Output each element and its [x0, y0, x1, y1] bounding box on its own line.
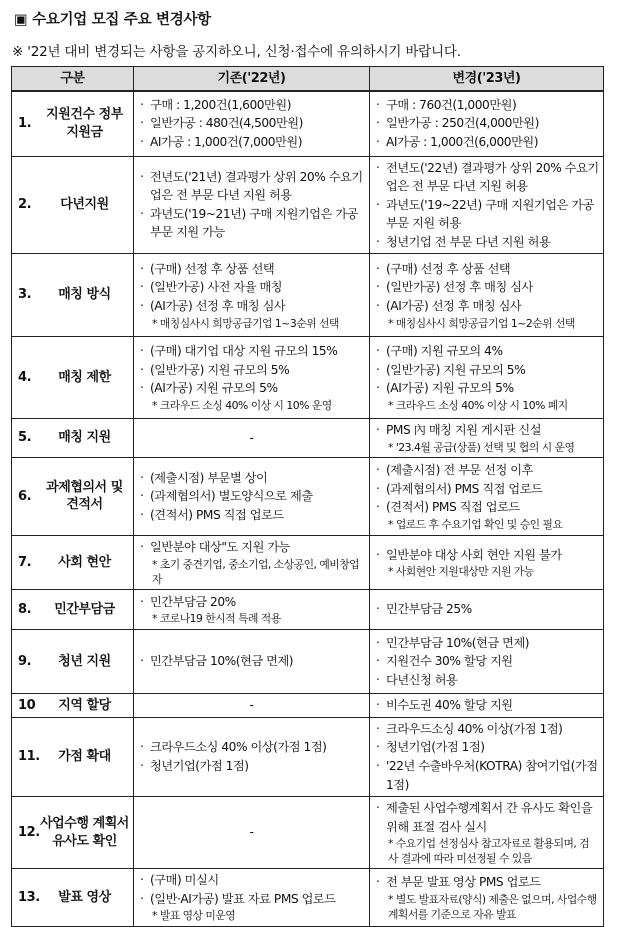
- table-row: [12, 419, 604, 458]
- bullet-item: ‧ 청년기업(가점 1점): [374, 738, 599, 757]
- row-number: 1.: [18, 115, 32, 131]
- cell-after: [370, 457, 604, 535]
- cell-before: [134, 91, 370, 156]
- row-number: 10: [18, 697, 36, 713]
- bullet-item: ‧ (과제협의서) PMS 직접 업로드: [374, 480, 599, 499]
- bullet-item: ‧ 청년기업 전 부문 다년 지원 허용: [374, 233, 599, 252]
- table-header-row: [12, 67, 604, 92]
- bullet-item: ‧ 민간부담금 25%: [374, 600, 599, 619]
- bullet-item: ‧ AI가공 : 1,000건(6,000만원): [374, 133, 599, 152]
- cell-before: [134, 156, 370, 254]
- cell-after: [370, 693, 604, 717]
- bullet-item: ‧ (구매) 미실시: [138, 871, 365, 890]
- table-row: [12, 91, 604, 156]
- bullet-item: ‧ (제출시점) 부문별 상이: [138, 469, 365, 488]
- bullet-item: ‧ (AI가공) 지원 규모의 5%: [374, 379, 599, 398]
- bullet-item: ‧ 민간부담금 10%(현금 면제): [138, 652, 365, 671]
- bullet-item: ‧ 비수도권 40% 할당 지원: [374, 696, 599, 715]
- header-after: 변경('23년): [370, 67, 604, 92]
- row-category: [12, 457, 134, 535]
- cell-after: [370, 797, 604, 869]
- row-number: 3.: [18, 287, 32, 303]
- row-number: 9.: [18, 653, 32, 669]
- row-category-label: 다년지원: [60, 197, 109, 213]
- cell-after: [370, 337, 604, 419]
- footnote-text: * 별도 발표자료(양식) 제출은 없으며, 사업수행계획서를 기준으로 자유 발표: [388, 892, 597, 921]
- cell-before: [134, 254, 370, 337]
- cell-before: [134, 589, 370, 629]
- cell-before: [134, 797, 370, 869]
- header-before: 기존('22년): [134, 67, 370, 92]
- bullet-item: ‧ 일반분야 대상"도 지원 가능: [138, 538, 365, 557]
- row-category: [12, 717, 134, 796]
- footnote-text: * 크라우드 소싱 40% 이상 시 10% 폐지: [388, 399, 568, 412]
- bullet-item: ‧ (구매) 선정 후 상품 선택: [374, 260, 599, 279]
- table-row: [12, 717, 604, 796]
- footnote-text: * 수요기업 선정심사 참고자료로 활용되며, 검사 결과에 따라 미선정될 수 있음: [388, 837, 590, 866]
- bullet-item: ‧ PMS 內 매칭 지원 게시판 신설: [374, 421, 599, 440]
- cell-after: [370, 419, 604, 458]
- footnote-text: * 매칭심사시 희망공급기업 1~3순위 선택: [152, 316, 339, 330]
- row-category-label: 매칭 방식: [58, 287, 111, 303]
- bullet-item: ‧ 지원건수 30% 할당 지원: [374, 652, 599, 671]
- row-number: 2.: [18, 196, 32, 212]
- row-category: [12, 156, 134, 254]
- bullet-item: ‧ 크라우드소싱 40% 이상(가점 1점): [138, 738, 365, 757]
- footnote-text: * 업로드 후 수요기업 확인 및 승인 필요: [388, 517, 563, 531]
- row-category: [12, 589, 134, 629]
- row-category: [12, 535, 134, 589]
- table-body: [12, 91, 604, 926]
- table-row: [12, 693, 604, 717]
- bullet-item: ‧ AI가공 : 1,000건(7,000만원): [138, 133, 365, 152]
- table-row: [12, 156, 604, 254]
- row-category: [12, 91, 134, 156]
- cell-after: [370, 717, 604, 796]
- bullet-item: ‧ (일반가공) 지원 규모의 5%: [374, 361, 599, 380]
- bullet-item: ‧ (일반·AI가공) 발표 자료 PMS 업로드: [138, 890, 365, 909]
- cell-after: [370, 535, 604, 589]
- row-number: 5.: [18, 430, 32, 446]
- bullet-item: ‧ 전 부문 발표 영상 PMS 업로드: [374, 873, 599, 892]
- notice-text: ※ '22년 대비 변경되는 사항을 공지하오니, 신청·접수에 유의하시기 바랍니다.: [12, 44, 461, 60]
- bullet-item: ‧ (과제협의서) 별도양식으로 제출: [138, 487, 365, 506]
- row-category: [12, 797, 134, 869]
- cell-after: [370, 91, 604, 156]
- footnote-text: * 코로나19 한시적 특례 적용: [152, 612, 281, 626]
- cell-after: [370, 629, 604, 693]
- bullet-item: ‧ 전년도('22년) 결과평가 상위 20% 수요기업은 전 부문 다년 지원 허용: [374, 159, 599, 196]
- footnote-text: * 발표 영상 미운영: [152, 909, 236, 923]
- bullet-item: ‧ 과년도('19~22년) 구매 지원기업은 가공 부문 지원 허용: [374, 196, 599, 233]
- cell-before: [134, 869, 370, 926]
- cell-after: [370, 156, 604, 254]
- row-category-label: 청년 지원: [58, 653, 111, 669]
- row-number: 13.: [18, 889, 40, 905]
- bullet-item: ‧ (견적서) PMS 직접 업로드: [138, 506, 365, 525]
- bullet-item: ‧ (AI가공) 지원 규모의 5%: [138, 379, 365, 398]
- row-number: 8.: [18, 601, 32, 617]
- bullet-item: ‧ (견적서) PMS 직접 업로드: [374, 498, 599, 517]
- footnote-text: * 매칭심사시 희망공급기업 1~2순위 선택: [388, 316, 575, 330]
- bullet-item: ‧ '22년 수출바우처(KOTRA) 참여기업(가점 1점): [374, 757, 599, 794]
- changes-table: [11, 66, 604, 927]
- row-category-label: 지역 할당: [58, 697, 111, 713]
- row-number: 6.: [18, 488, 32, 504]
- footnote-text: * 크라우드 소싱 40% 이상 시 10% 운영: [152, 399, 332, 412]
- bullet-item: ‧ 민간부담금 10%(현금 면제): [374, 634, 599, 653]
- row-number: 4.: [18, 369, 32, 385]
- row-category-label: 민간부담금: [54, 601, 115, 617]
- row-category-label: 발표 영상: [58, 889, 111, 905]
- row-number: 7.: [18, 554, 32, 570]
- bullet-item: ‧ (일반가공) 선정 후 매칭 심사: [374, 278, 599, 297]
- bullet-item: ‧ 과년도('19~21년) 구매 지원기업은 가공 부문 지원 가능: [138, 205, 365, 242]
- bullet-item: ‧ (구매) 지원 규모의 4%: [374, 342, 599, 361]
- row-category-label: 가점 확대: [58, 749, 111, 765]
- bullet-item: ‧ (구매) 선정 후 상품 선택: [138, 260, 365, 279]
- row-category-label: 사업수행 계획서 유사도 확인: [40, 816, 129, 849]
- bullet-item: ‧ (AI가공) 선정 후 매칭 심사: [374, 297, 599, 316]
- footnote-text: * 초기 중견기업, 중소기업, 소상공인, 예비창업자: [152, 557, 360, 586]
- row-category-label: 지원건수 정부 지원금: [46, 107, 123, 140]
- bullet-item: ‧ 일반가공 : 480건(4,500만원): [138, 114, 365, 133]
- bullet-item: ‧ 일반가공 : 250건(4,000만원): [374, 114, 599, 133]
- footnote-text: * '23.4월 공급(상품) 선택 및 협의 시 운영: [388, 440, 575, 454]
- row-category: [12, 337, 134, 419]
- cell-before: [134, 535, 370, 589]
- bullet-item: ‧ 제출된 사업수행계획서 간 유사도 확인을 위해 표절 검사 실시: [374, 799, 599, 836]
- cell-before: [134, 693, 370, 717]
- table-row: [12, 457, 604, 535]
- footnote-text: * 사회현안 지원대상만 지원 가능: [388, 565, 534, 579]
- bullet-item: ‧ 크라우드소싱 40% 이상(가점 1점): [374, 720, 599, 739]
- row-category: [12, 629, 134, 693]
- page-title: ▣ 수요기업 모집 주요 변경사항: [14, 12, 211, 28]
- row-category-label: 매칭 지원: [58, 430, 111, 446]
- bullet-item: ‧ 전년도('21년) 결과평가 상위 20% 수요기업은 전 부문 다년 지원 허용: [138, 168, 365, 205]
- empty-marker: -: [249, 825, 254, 840]
- cell-after: [370, 869, 604, 926]
- table-row: [12, 535, 604, 589]
- bullet-item: ‧ 다년신청 허용: [374, 671, 599, 690]
- row-category-label: 매칭 제한: [58, 369, 111, 385]
- bullet-item: ‧ 청년기업(가점 1점): [138, 757, 365, 776]
- empty-marker: -: [249, 430, 254, 445]
- cell-before: [134, 337, 370, 419]
- row-category: [12, 254, 134, 337]
- row-category: [12, 693, 134, 717]
- table-row: [12, 869, 604, 926]
- table-row: [12, 629, 604, 693]
- row-category: [12, 419, 134, 458]
- bullet-item: ‧ (AI가공) 선정 후 매칭 심사: [138, 297, 365, 316]
- empty-marker: -: [249, 698, 254, 713]
- cell-after: [370, 254, 604, 337]
- cell-after: [370, 589, 604, 629]
- bullet-item: ‧ (일반가공) 사전 자율 매칭: [138, 278, 365, 297]
- bullet-item: ‧ (구매) 대기업 대상 지원 규모의 15%: [138, 342, 365, 361]
- bullet-item: ‧ (제출시점) 전 부문 선정 이후: [374, 461, 599, 480]
- table-row: [12, 337, 604, 419]
- header-category: 구분: [12, 67, 134, 92]
- row-number: 11.: [18, 749, 40, 765]
- row-category: [12, 869, 134, 926]
- row-number: 12.: [18, 824, 40, 840]
- row-category-label: 사회 현안: [58, 554, 111, 570]
- bullet-item: ‧ 민간부담금 20%: [138, 593, 365, 612]
- table-row: [12, 589, 604, 629]
- bullet-item: ‧ 구매 : 1,200건(1,600만원): [138, 96, 365, 115]
- bullet-item: ‧ 구매 : 760건(1,000만원): [374, 96, 599, 115]
- bullet-item: ‧ (일반가공) 지원 규모의 5%: [138, 361, 365, 380]
- table-row: [12, 797, 604, 869]
- cell-before: [134, 419, 370, 458]
- cell-before: [134, 717, 370, 796]
- cell-before: [134, 457, 370, 535]
- bullet-item: ‧ 일반분야 대상 사회 현안 지원 불가: [374, 546, 599, 565]
- row-category-label: 과제협의서 및 견적서: [46, 479, 123, 513]
- cell-before: [134, 629, 370, 693]
- table-row: [12, 254, 604, 337]
